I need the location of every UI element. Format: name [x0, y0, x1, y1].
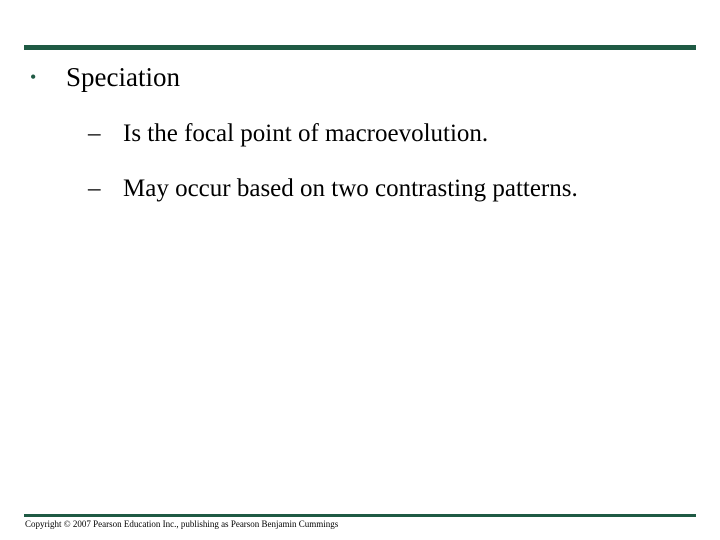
top-divider: [24, 45, 696, 50]
copyright-footer: Copyright © 2007 Pearson Education Inc., publishing as Pearson Benjamin Cummings: [25, 519, 339, 529]
dash-icon: –: [88, 175, 101, 202]
heading-bullet-item: [30, 60, 180, 97]
bullet-dot-icon: •: [30, 67, 37, 87]
slide-heading: Speciation: [66, 62, 180, 92]
sub-bullet-item: [88, 173, 578, 205]
dash-icon: –: [88, 120, 101, 147]
sub-bullet-text: May occur based on two contrasting patterns.: [123, 175, 578, 202]
sub-bullet-text: Is the focal point of macroevolution.: [123, 120, 489, 147]
bottom-divider: [24, 514, 696, 517]
sub-bullet-item: [88, 118, 488, 150]
